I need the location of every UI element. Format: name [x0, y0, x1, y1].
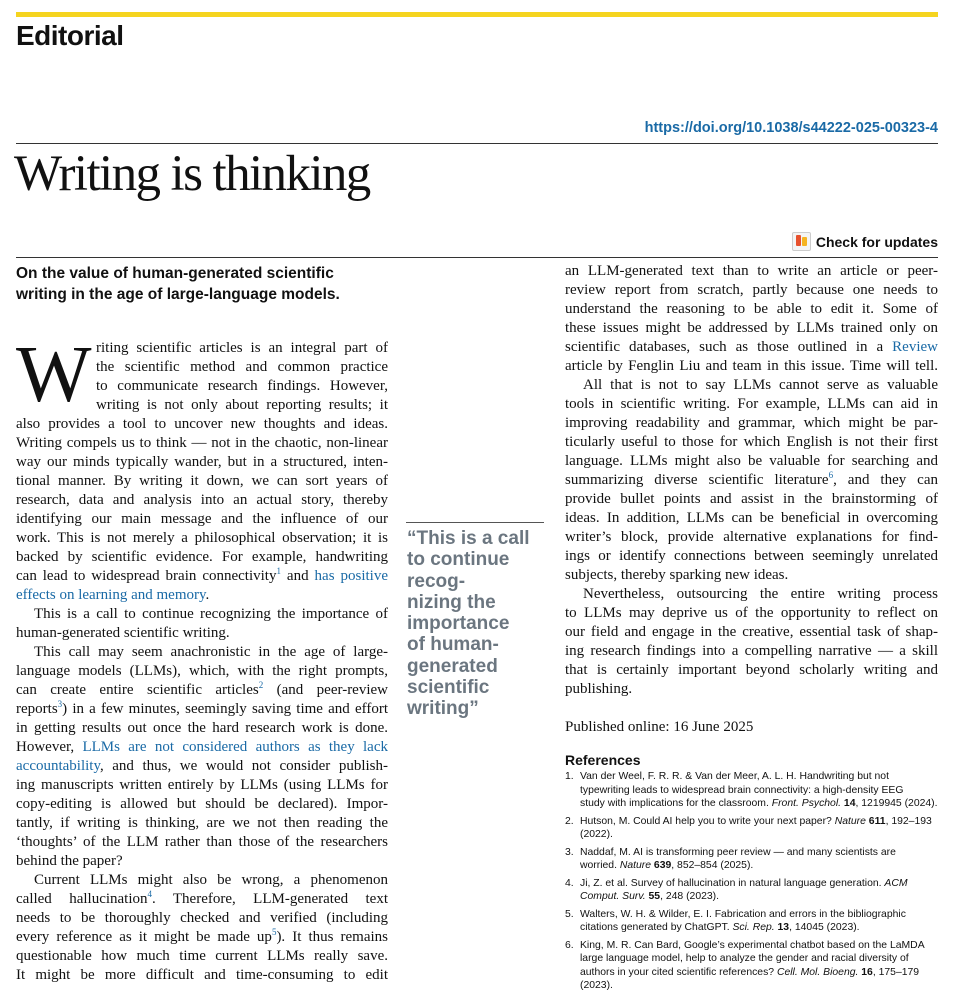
citation-1[interactable]: 1 — [276, 566, 281, 576]
text-line: research, data and analysis into an actual story, thereby — [16, 492, 388, 508]
standfirst-line: writing in the age of large-language models. — [16, 286, 340, 303]
text-line: can create entire scientific articles$^2$ (and peer-review — [16, 680, 388, 698]
text-line: questionable how much time current LLMs really save. — [16, 948, 388, 964]
pullquote-line: generated — [407, 655, 498, 677]
reference-item: 5. Walters, W. H. & Wilder, E. I. Fabrication and errors in the bibliographic citations generated by ChatGPT. Sci. Rep. 13, 14045 (2023). — [565, 908, 906, 933]
link-llm-authors[interactable]: LLMs are not considered authors as they lack — [82, 739, 388, 755]
pullquote-line: to continue — [407, 549, 510, 571]
text-line: to LLMs may deprive us of the opportunity to reflect on — [565, 605, 938, 621]
text-line: ideas. In addition, LLMs can be beneficial in overcoming — [565, 510, 938, 526]
text-line: behind the paper? — [16, 853, 123, 869]
text-line: the scientific method and common practice — [96, 359, 388, 375]
reference-item: 1. Van der Weel, F. R. R. & Van der Meer, A. L. H. Handwriting but not typewriting leads to widespread brain connectivity: a high-density EEG study with implications for the classroom. Front. Psychol. 14, 1219945 (2024). — [565, 771, 938, 809]
text-line: also provides a tool to uncover new thoughts and ideas. — [16, 416, 388, 432]
pullquote-rule — [406, 522, 544, 523]
reference-item: 4. Ji, Z. et al. Survey of hallucination in natural language generation. ACM Comput. Surv. 55, 248 (2023). — [565, 877, 908, 902]
published-date: Published online: 16 June 2025 — [565, 719, 754, 735]
text-line: ings or identify connections between seemingly unrelated — [565, 548, 938, 564]
pullquote-line: of human- — [407, 634, 499, 656]
text-line: improving readability and grammar, which might be par- — [565, 415, 938, 431]
text-line: backed by scientific evidence. For example, handwriting — [16, 549, 388, 565]
text-line: subjects, thereby sparking new ideas. — [565, 567, 789, 583]
text-line: accountability, and thus, we would not consider publish- — [16, 758, 388, 774]
text-line: these issues might be addressed by LLMs trained only on — [565, 320, 938, 336]
link-review[interactable]: Review — [892, 339, 938, 355]
crossmark-icon — [792, 232, 811, 251]
text-line: tools in scientific writing. For example, LLMs can aid in — [565, 396, 938, 412]
link-accountability[interactable]: accountability — [16, 758, 100, 774]
section-label: Editorial — [16, 20, 124, 51]
text-line: Nevertheless, outsourcing the entire writing process — [583, 586, 938, 602]
citation-3[interactable]: 3 — [57, 699, 63, 709]
text-line: riting scientific articles is an integral part of — [96, 340, 388, 356]
text-line: an LLM-generated text than to write an article or peer- — [565, 263, 938, 279]
text-line: can lead to widespread brain connectivity$^1$ and has positive — [16, 566, 388, 584]
pullquote-line: “This is a call — [407, 528, 530, 549]
top-accent-bar — [16, 12, 938, 17]
check-for-updates-button[interactable] — [792, 232, 938, 251]
text-line: tional manner. By writing it down, we can sort years of — [16, 473, 388, 489]
citation-2[interactable]: 2 — [258, 680, 264, 690]
header-divider — [16, 143, 938, 144]
text-line: needs to be thoroughly checked and verified (including — [16, 910, 388, 926]
text-line: publishing. — [565, 681, 633, 697]
text-line: This call may seem anachronistic in the age of large- — [34, 644, 388, 660]
text-line: review report from scratch, partly because one needs to — [565, 282, 938, 298]
text-line: Current LLMs might also be wrong, a phenomenon — [34, 872, 388, 888]
text-line: provide bullet points and assist in the brainstorming of — [565, 491, 938, 507]
text-line: called hallucination$^4$. Therefore, LLM-generated text — [16, 889, 388, 907]
link-learning-memory[interactable]: effects on learning and memory — [16, 587, 206, 603]
text-line: article by Fenglin Liu and team in this issue. Time will tell. — [565, 358, 938, 374]
reference-item: 6. King, M. R. Can Bard, Google’s experimental chatbot based on the LaMDA large language model, help to analyze the gender and racial diversity of authors in your cited scientific references? Cell. Mol. Bioeng. 16, 175–179 (2023). — [565, 939, 925, 991]
check-for-updates-label: Check for updates — [815, 233, 938, 250]
citation-5[interactable]: 5 — [271, 927, 277, 937]
pullquote-line: scientific — [407, 677, 490, 699]
text-line: However, LLMs are not considered authors as they lack — [16, 739, 388, 755]
citation-4[interactable]: 4 — [147, 889, 153, 899]
reference-item: 3. Naddaf, M. AI is transforming peer review — and many scientists are worried. Nature 639, 852–854 (2025). — [565, 846, 896, 871]
reference-item: 2. Hutson, M. Could AI help you to write your next paper? Nature 611, 192–193 (2022). — [565, 815, 932, 840]
link-positive-effects[interactable]: has positive — [314, 568, 388, 584]
article-title: Writing is thinking — [14, 146, 370, 202]
body-divider — [16, 257, 938, 258]
text-line: way our minds typically wander, but in a structured, inten- — [16, 454, 388, 470]
body-column-2 — [565, 262, 938, 699]
standfirst-line: On the value of human-generated scientific — [16, 265, 334, 282]
text-line: It might be more difficult and time-consuming to edit — [16, 967, 388, 983]
pullquote-line: nizing the — [407, 591, 496, 613]
text-line: language models (LLMs), which, with the right prompts, — [16, 663, 388, 679]
text-line: ing research findings into a compelling narrative — a skill — [565, 643, 938, 659]
text-line: ing manuscripts written entirely by LLMs (using LLMs for — [16, 777, 388, 793]
text-line: writing is not only about reporting results; it — [96, 397, 388, 413]
text-line: understand the reasoning to be able to edit it. Some of — [565, 301, 938, 317]
text-line: language. LLMs might also be valuable for searching and — [565, 453, 938, 469]
drop-cap: W — [16, 331, 92, 419]
text-line: tantly, if writing is thinking, are we not then reading the — [16, 815, 388, 831]
text-line: This is a call to continue recognizing the importance of — [34, 606, 388, 622]
text-line: work. This is not merely a philosophical observation; it is — [16, 530, 388, 546]
pullquote-line: writing” — [407, 698, 479, 720]
doi-link[interactable]: https://doi.org/10.1038/s44222-025-00323-4 — [644, 120, 938, 136]
pullquote-line: importance — [407, 613, 510, 635]
text-line: writer’s block, provide alternative explanations for find- — [565, 529, 938, 545]
text-line: Writing compels us to think — not in the chaotic, non-linear — [16, 435, 388, 451]
text-line: to communicate research findings. However, — [96, 378, 388, 394]
pullquote-line: recog- — [407, 570, 466, 592]
text-line: ‘thoughts’ of the LLM rather than those of the researchers — [16, 834, 388, 850]
text-line: in getting results out once the hard research work is done. — [16, 720, 388, 736]
text-line: every reference as it might be made $up^5$). It thus remains — [16, 927, 388, 945]
body-column-1 — [16, 331, 388, 985]
text-line: identifying our main message and the influence of our — [16, 511, 388, 527]
text-line: our field and engage in the creative, essential task of shap- — [565, 624, 938, 640]
text-line: effects on learning and memory. — [16, 587, 210, 603]
text-line: scientific databases, such as those outlined in a Review — [565, 339, 938, 355]
text-line: ticularly useful to those for which English is not their first — [565, 434, 938, 450]
references-list — [565, 770, 945, 997]
citation-6[interactable]: 6 — [828, 470, 834, 480]
references-heading: References — [565, 752, 641, 768]
text-line: copy-editing is allowed but should be declared). Impor- — [16, 796, 388, 812]
text-line: summarizing diverse scientific literature$^6$, and they can — [565, 470, 938, 488]
standfirst — [16, 263, 386, 305]
text-line: that is certainly important beyond scholarly writing and — [565, 662, 938, 678]
text-line: human-generated scientific writing. — [16, 625, 230, 641]
pull-quote — [407, 528, 547, 720]
text-line: reports$^3$) in a few minutes, seemingly saving time and effort — [16, 699, 388, 717]
text-line: All that is not to say LLMs cannot serve as valuable — [583, 377, 938, 393]
